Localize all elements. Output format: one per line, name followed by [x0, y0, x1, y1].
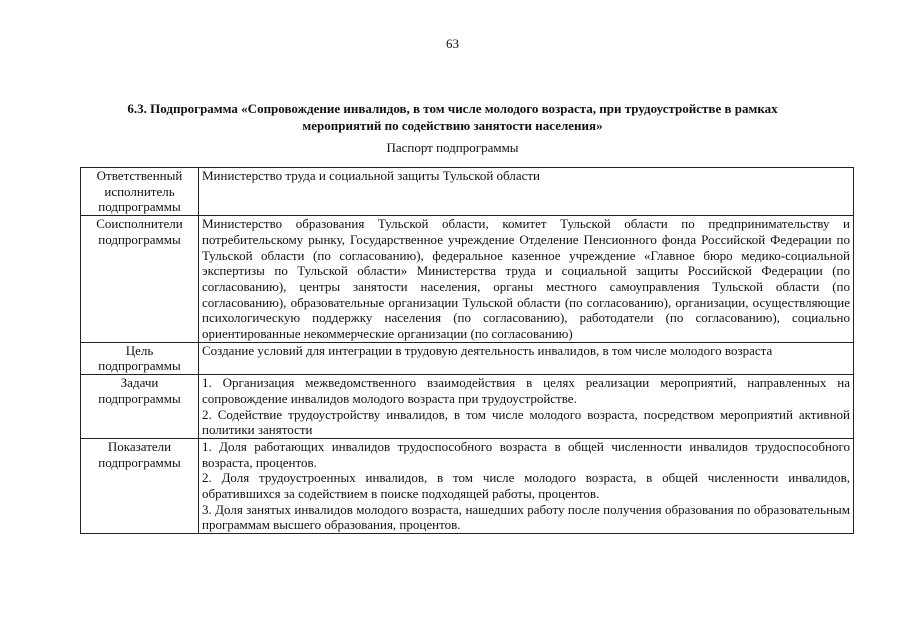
row-label-tasks: Задачи подпрограммы [81, 375, 199, 439]
row-content-goal [199, 342, 854, 374]
indicators-paragraph-3: 3. Доля занятых инвалидов молодого возраста, нашедших работу после получения образования по образовательным программам высшего образования, процентов. [202, 501, 850, 533]
page-number: 63 [446, 36, 459, 51]
table-row-tasks [81, 375, 854, 439]
row-content-responsible [199, 168, 854, 216]
section-heading-line-2: мероприятий по содействию занятости населения» [302, 118, 603, 133]
section-heading-line-1: 6.3. Подпрограмма «Сопровождение инвалидов, в том числе молодого возраста, при трудоустройстве в рамках [127, 101, 778, 116]
responsible-paragraph-1: Министерство труда и социальной защиты Тульской области [202, 168, 541, 183]
row-label-co-executors: Соисполнители подпрограммы [81, 216, 199, 343]
co-executors-paragraph-1: Министерство образования Тульской области, комитет Тульской области по предпринимательству и потребительскому рынку, Государственное учреждение Отделение Пенсионного фонда Российской Федерации по Тульской области (по согласованию), федеральное казенное учреждение «Главное бюро медико-социальной экспертизы по Тульской области» Министерства труда и социальной защиты Российской Федерации (по согласованию), центры занятости населения, органы местного самоуправления Тульской области (по согласованию), образовательные организации Тульской области (по согласованию), организации, осуществляющие психологическую поддержку населения (по согласованию), работодатели (по согласованию), социально ориентированные некоммерческие организации (по согласованию) [202, 216, 850, 342]
table-row-co-executors [81, 216, 854, 343]
tasks-paragraph-1: 1. Организация межведомственного взаимодействия в целях реализации мероприятий, направленных на сопровождение инвалидов молодого возраста при трудоустройстве. [202, 375, 850, 406]
passport-table [80, 167, 854, 534]
table-row-responsible [81, 168, 854, 216]
table-row-goal [81, 342, 854, 374]
tasks-paragraph-2: 2. Содействие трудоустройству инвалидов, в том числе молодого возраста, посредством мероприятий активной политики занятости [202, 406, 850, 438]
row-content-co-executors [199, 216, 854, 343]
indicators-paragraph-1: 1. Доля работающих инвалидов трудоспособного возраста в общей численности инвалидов трудоспособного возраста, процентов. [202, 438, 850, 470]
goal-paragraph-1: Создание условий для интеграции в трудовую деятельность инвалидов, в том числе молодого возраста [202, 342, 773, 358]
indicators-paragraph-2: 2. Доля трудоустроенных инвалидов, в том числе молодого возраста, в общей численности инвалидов, обратившихся за содействием в поиске подходящей работы, процентов. [202, 470, 850, 502]
table-row-indicators [81, 438, 854, 533]
row-content-indicators [199, 438, 854, 533]
passport-title: Паспорт подпрограммы [386, 140, 519, 155]
row-label-indicators: Показатели подпрограммы [81, 438, 199, 533]
section-heading [80, 100, 825, 134]
row-label-goal: Цель подпрограммы [81, 342, 199, 374]
row-label-responsible: Ответственный исполнитель подпрограммы [81, 168, 199, 216]
row-content-tasks [199, 375, 854, 439]
